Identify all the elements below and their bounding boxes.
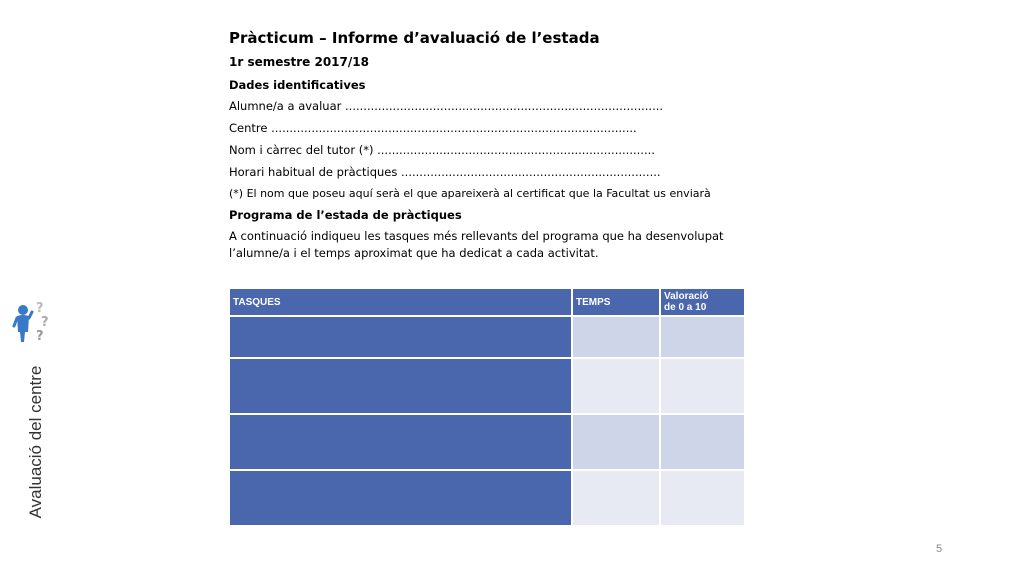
time-cell[interactable]	[572, 316, 660, 358]
header-rating-line1: Valoració	[664, 291, 709, 302]
table-row	[229, 316, 745, 358]
svg-text:?: ?	[36, 301, 44, 316]
page-number: 5	[936, 543, 943, 555]
header-rating-line2: de 0 a 10	[664, 302, 707, 313]
header-time: TEMPS	[572, 288, 660, 316]
svg-text:?: ?	[36, 329, 44, 344]
header-tasks: TASQUES	[229, 288, 572, 316]
time-cell[interactable]	[572, 414, 660, 470]
tasks-table	[228, 287, 746, 527]
field-tutor: Nom i càrrec del tutor (*) ............................................................................	[229, 143, 655, 157]
table-row	[229, 358, 745, 414]
task-cell[interactable]	[229, 358, 572, 414]
identification-heading: Dades identificatives	[229, 78, 366, 92]
task-cell[interactable]	[229, 414, 572, 470]
rating-cell[interactable]	[660, 414, 745, 470]
task-cell[interactable]	[229, 316, 572, 358]
side-title: Avaluació del centre	[26, 365, 45, 519]
table-row	[229, 470, 745, 526]
task-cell[interactable]	[229, 470, 572, 526]
rating-cell[interactable]	[660, 316, 745, 358]
time-cell[interactable]	[572, 470, 660, 526]
field-schedule: Horari habitual de pràctiques .......................................................................	[229, 165, 661, 179]
table-row	[229, 414, 745, 470]
svg-text:?: ?	[41, 315, 49, 330]
semester-label: 1r semestre 2017/18	[229, 55, 369, 69]
document-title: Pràcticum – Informe d’avaluació de l’estada	[229, 29, 600, 47]
field-student: Alumne/a a avaluar .......................................................................................	[229, 99, 664, 113]
header-rating	[660, 288, 745, 316]
rating-cell[interactable]	[660, 358, 745, 414]
footnote: (*) El nom que poseu aquí serà el que apareixerà al certificat que la Facultat us enviarà	[229, 187, 711, 200]
field-centre: Centre ....................................................................................................	[229, 121, 637, 135]
program-heading: Programa de l’estada de pràctiques	[229, 208, 462, 222]
person-with-question-marks-icon	[12, 296, 54, 344]
instructions-paragraph: A continuació indiqueu les tasques més rellevants del programa que ha desenvolupat l’alumne/a i el temps aproximat que ha dedicat a cada activitat.	[229, 229, 724, 260]
rating-cell[interactable]	[660, 470, 745, 526]
document-body	[229, 28, 749, 262]
time-cell[interactable]	[572, 358, 660, 414]
table-header-row	[229, 288, 745, 316]
